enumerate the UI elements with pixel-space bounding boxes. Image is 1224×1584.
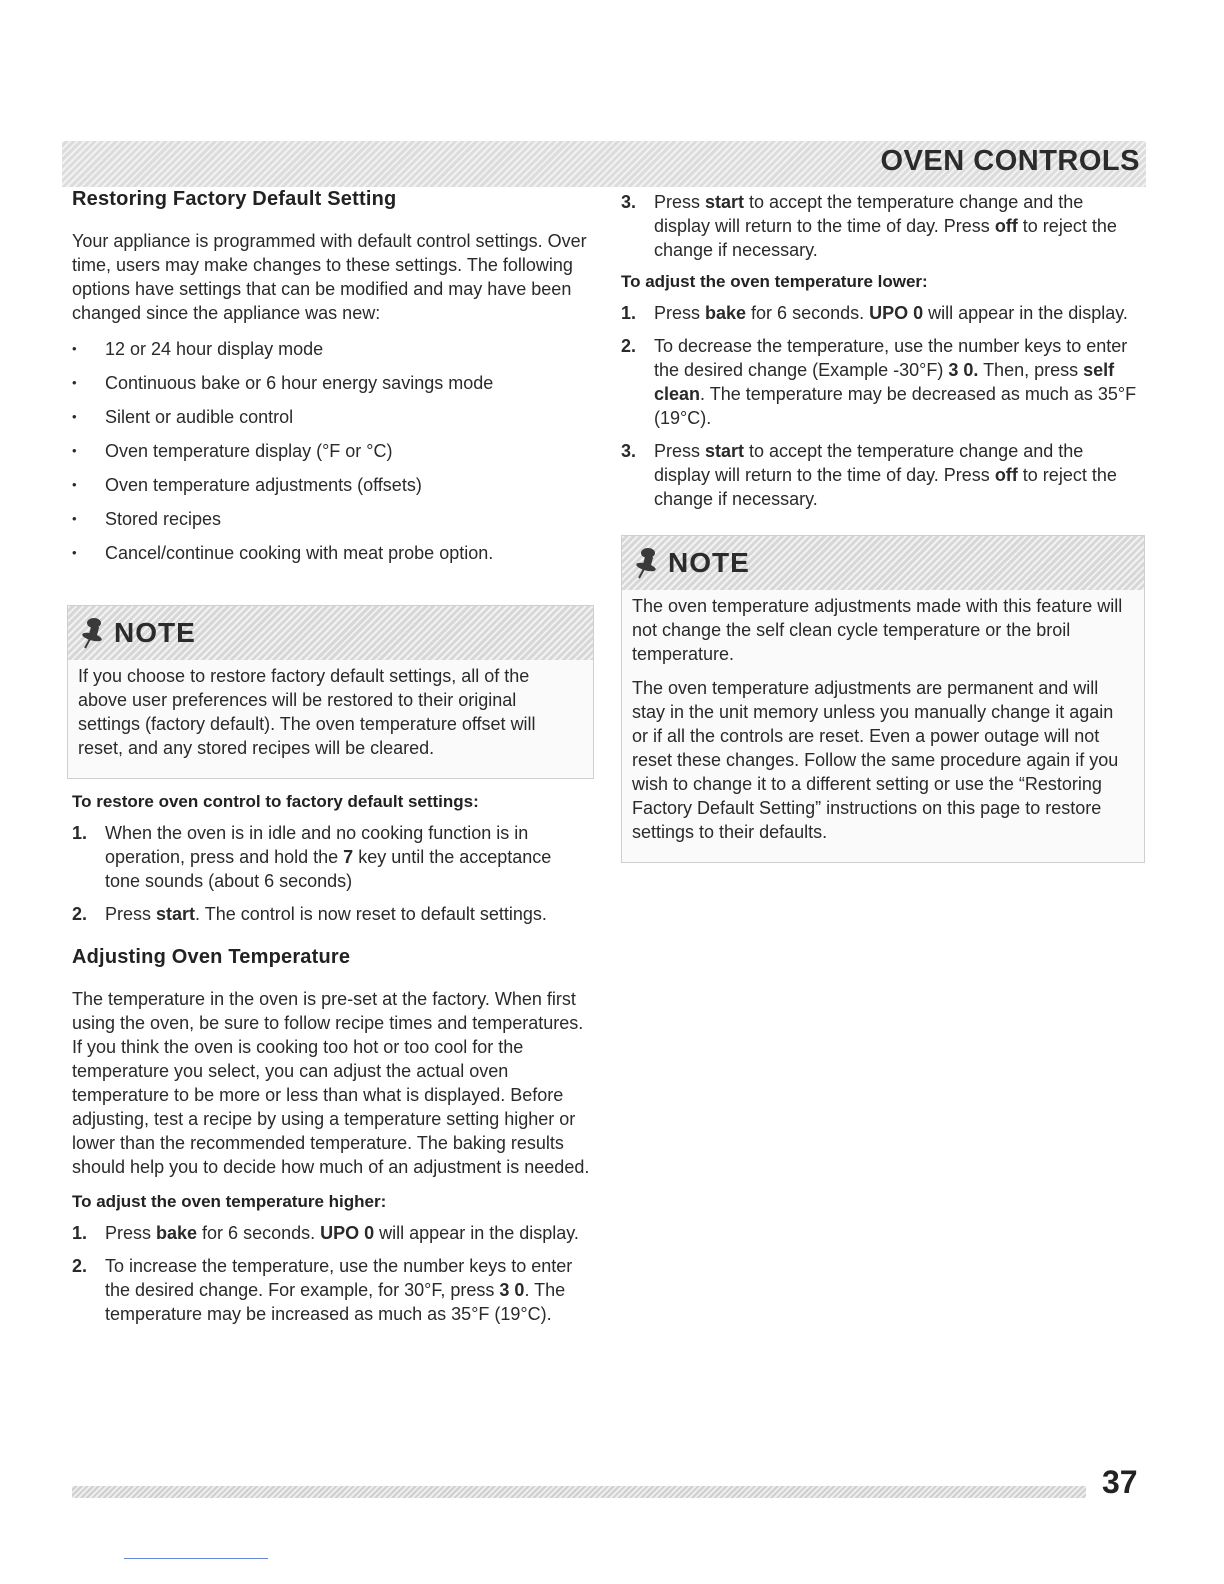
step-number: 2. bbox=[72, 1256, 88, 1276]
key-name: bake bbox=[156, 1223, 198, 1243]
higher-heading: To adjust the oven temperature higher: bbox=[72, 1192, 387, 1211]
note-header bbox=[68, 606, 593, 660]
step-text: key until the acceptance tone sounds (about 6 seconds) bbox=[105, 847, 552, 891]
note-body bbox=[622, 590, 1144, 862]
settings-list bbox=[72, 337, 590, 565]
restoring-heading: Restoring Factory Default Setting bbox=[72, 188, 397, 210]
step-text: To decrease the temperature, use the number keys to enter the desired change (Example -30°F) bbox=[654, 336, 1128, 380]
step-text: will appear in the display. bbox=[374, 1223, 579, 1243]
key-name: start bbox=[705, 441, 745, 461]
restore-steps bbox=[72, 821, 590, 926]
thumbtack-icon bbox=[78, 617, 106, 649]
key-name: self clean bbox=[654, 360, 1115, 404]
list-item: • Stored recipes bbox=[72, 507, 590, 531]
step-text: Then, press bbox=[978, 360, 1084, 380]
step-number: 2. bbox=[72, 904, 88, 924]
step-text: Press bbox=[105, 904, 157, 924]
adjust-note-box bbox=[621, 535, 1145, 863]
section-banner bbox=[62, 141, 1146, 187]
step-text: to reject the change if necessary. bbox=[654, 216, 1117, 260]
list-item: • Continuous bake or 6 hour energy savings mode bbox=[72, 371, 590, 395]
step-text: for 6 seconds. bbox=[197, 1223, 321, 1243]
step-text: . The temperature may be increased as much as 35°F (19°C). bbox=[105, 1280, 566, 1324]
higher-steps bbox=[72, 1221, 590, 1326]
restoring-intro: Your appliance is programmed with default control settings. Over time, users may make changes to these settings. The following options have settings that can be modified and may have been changed since the appliance was new: bbox=[72, 231, 587, 323]
restore-note-box bbox=[67, 605, 594, 779]
note-body bbox=[68, 660, 593, 778]
list-item bbox=[72, 902, 590, 926]
list-item: • 12 or 24 hour display mode bbox=[72, 337, 590, 361]
key-name: UPO 0 bbox=[869, 303, 924, 323]
higher-steps-continued bbox=[621, 190, 1141, 262]
step-number: 2. bbox=[621, 336, 637, 356]
right-column bbox=[621, 190, 1141, 863]
note-title: NOTE bbox=[114, 617, 196, 648]
lower-heading: To adjust the oven temperature lower: bbox=[621, 272, 928, 291]
lower-steps bbox=[621, 301, 1141, 511]
key-name: off bbox=[994, 465, 1018, 485]
footer-divider bbox=[124, 1558, 268, 1559]
adjusting-heading: Adjusting Oven Temperature bbox=[72, 946, 351, 968]
list-item: • Silent or audible control bbox=[72, 405, 590, 429]
step-text: to reject the change if necessary. bbox=[654, 465, 1117, 509]
step-text: . The temperature may be decreased as much as 35°F (19°C). bbox=[654, 384, 1137, 428]
key-name: 7 bbox=[343, 847, 354, 867]
list-item bbox=[621, 190, 1141, 262]
list-item: • Oven temperature adjustments (offsets) bbox=[72, 473, 590, 497]
note-header bbox=[622, 536, 1144, 590]
key-name: 3 0 bbox=[499, 1280, 525, 1300]
page-number: 37 bbox=[1102, 1464, 1138, 1500]
step-number: 3. bbox=[621, 441, 637, 461]
list-item bbox=[621, 334, 1141, 430]
step-text: to accept the temperature change and the display will return to the time of day. Press bbox=[654, 441, 1084, 485]
step-number: 1. bbox=[621, 303, 637, 323]
key-name: off bbox=[994, 216, 1018, 236]
step-text: To increase the temperature, use the number keys to enter the desired change. For example, for 30°F, press bbox=[105, 1256, 573, 1300]
key-name: 3 0. bbox=[948, 360, 979, 380]
step-number: 1. bbox=[72, 823, 88, 843]
step-number: 1. bbox=[72, 1223, 88, 1243]
key-name: start bbox=[705, 192, 745, 212]
note-text: If you choose to restore factory default settings, all of the above user preferences will be restored to their original settings (factory default). The oven temperature offset will reset, and any stored recipes will be cleared. bbox=[78, 666, 536, 758]
note-text: The oven temperature adjustments are permanent and will stay in the unit memory unless you manually change it again or if all the controls are reset. Even a power outage will not reset these changes. Follow the same procedure again if you wish to change it to a different setting or use the “Restoring Factory Default Setting” instructions on this page to restore settings to their defaults. bbox=[632, 678, 1119, 842]
step-text: will appear in the display. bbox=[923, 303, 1128, 323]
step-text: Press bbox=[654, 303, 706, 323]
key-name: UPO 0 bbox=[320, 1223, 375, 1243]
restore-steps-heading: To restore oven control to factory default settings: bbox=[72, 792, 479, 811]
list-item: • Oven temperature display (°F or °C) bbox=[72, 439, 590, 463]
footer-rule bbox=[72, 1486, 1086, 1498]
note-text: The oven temperature adjustments made with this feature will not change the self clean cycle temperature or the broil temperature. bbox=[632, 596, 1123, 664]
step-text: to accept the temperature change and the display will return to the time of day. Press bbox=[654, 192, 1084, 236]
list-item bbox=[72, 1254, 590, 1326]
thumbtack-icon bbox=[632, 547, 660, 579]
step-text: Press bbox=[105, 1223, 157, 1243]
key-name: start bbox=[156, 904, 196, 924]
left-column bbox=[72, 188, 590, 1335]
step-text: . The control is now reset to default settings. bbox=[195, 904, 547, 924]
list-item bbox=[72, 1221, 590, 1245]
step-text: Press bbox=[654, 441, 706, 461]
list-item bbox=[72, 821, 590, 893]
key-name: bake bbox=[705, 303, 747, 323]
step-text: When the oven is in idle and no cooking function is in operation, press and hold the bbox=[105, 823, 529, 867]
list-item bbox=[621, 301, 1141, 325]
note-title: NOTE bbox=[668, 547, 750, 578]
step-text: Press bbox=[654, 192, 706, 212]
list-item bbox=[621, 439, 1141, 511]
adjusting-intro: The temperature in the oven is pre-set at the factory. When first using the oven, be sure to follow recipe times and temperatures. If you think the oven is cooking too hot or too cool for the temperature you select, you can adjust the actual oven temperature to be more or less than what is displayed. Before adjusting, test a recipe by using a temperature setting higher or lower than the recommended temperature. The baking results should help you to decide how much of an adjustment is needed. bbox=[72, 989, 590, 1177]
step-text: for 6 seconds. bbox=[746, 303, 870, 323]
list-item: • Cancel/continue cooking with meat probe option. bbox=[72, 541, 590, 565]
step-number: 3. bbox=[621, 192, 637, 212]
section-title: OVEN CONTROLS bbox=[880, 145, 1140, 177]
